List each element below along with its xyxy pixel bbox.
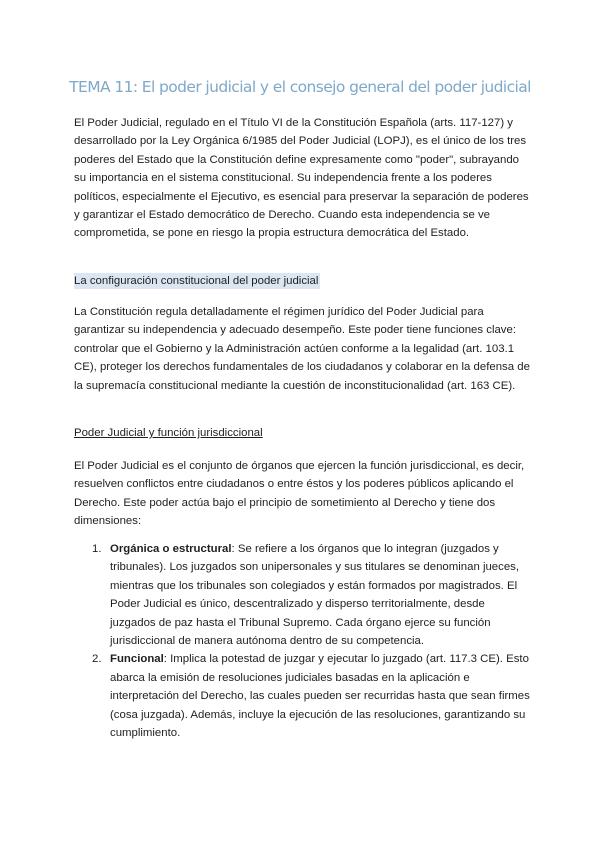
- intro-paragraph: El Poder Judicial, regulado en el Título VI de la Constitución Española (arts. 117-127) y desarrollado por la Ley Orgánica 6/1985 del Poder Judicial (LOPJ), es el único de los tres poderes del Estado que la Constitución define expresamente como "poder", subrayando su importancia en el sistema constitucional. Su independencia frente a los poderes políticos, especialmente el Ejecutivo, es esencial para preservar la separación de poderes y garantizar el Estado democrático de Derecho. Cuando esta independencia se ve comprometida, se pone en riesgo la propia estructura democrática del Estado.: [74, 117, 529, 240]
- configuracion-paragraph: La Constitución regula detalladamente el régimen jurídico del Poder Judicial para garantizar su independencia y adecuado desempeño. Este poder tiene funciones clave: controlar que el Gobierno y la Administración actúen conforme a la legalidad (art. 103.1 CE), proteger los derechos fundamentales de los ciudadanos y colaborar en la defensa de la supremacía constitucional mediante la cuestión de inconstitucionalidad (art. 163 CE).: [74, 306, 530, 392]
- list-item-text: : Implica la potestad de juzgar y ejecutar lo juzgado (art. 117.3 CE). Esto abarca la emisión de resoluciones judiciales basadas en la aplicación e interpretación del Derecho, las cuales pueden ser recurridas hasta que sean firmes (cosa juzgada). Además, incluye la ejecución de las resoluciones, garantizando su cumplimiento.: [110, 653, 530, 740]
- section-heading-funcion-jurisdiccional: Poder Judicial y función jurisdiccional: [74, 427, 263, 439]
- list-item: [92, 540, 530, 650]
- list-item-number: 1.: [92, 543, 102, 555]
- list-item-term: Orgánica o estructural: [110, 543, 232, 555]
- list-item: [92, 650, 530, 742]
- dimensions-list: [92, 540, 530, 742]
- funcion-jurisdiccional-paragraph: El Poder Judicial es el conjunto de órganos que ejercen la función jurisdiccional, es decir, resuelven conflictos entre ciudadanos o entre éstos y los poderes públicos aplicando el Derecho. Este poder actúa bajo el principio de sometimiento al Derecho y tiene dos dimensiones:: [74, 460, 525, 528]
- document-title: TEMA 11: El poder judicial y el consejo general del poder judicial: [69, 78, 531, 96]
- list-item-number: 2.: [92, 653, 102, 666]
- section-heading-configuracion: La configuración constitucional del poder judicial: [74, 275, 319, 287]
- list-item-term: Funcional: [110, 653, 164, 666]
- list-item-text: : Se refiere a los órganos que lo integran (juzgados y tribunales). Los juzgados son unipersonales y sus titulares se denominan jueces, mientras que los tribunales son colegiados y están formados por magistrados. El Poder Judicial es único, descentralizado y disperso territorialmente, desde juzgados de paz hasta el Tribunal Supremo. Cada órgano ejerce su función jurisdiccional de manera autónoma dentro de su competencia.: [110, 543, 520, 648]
